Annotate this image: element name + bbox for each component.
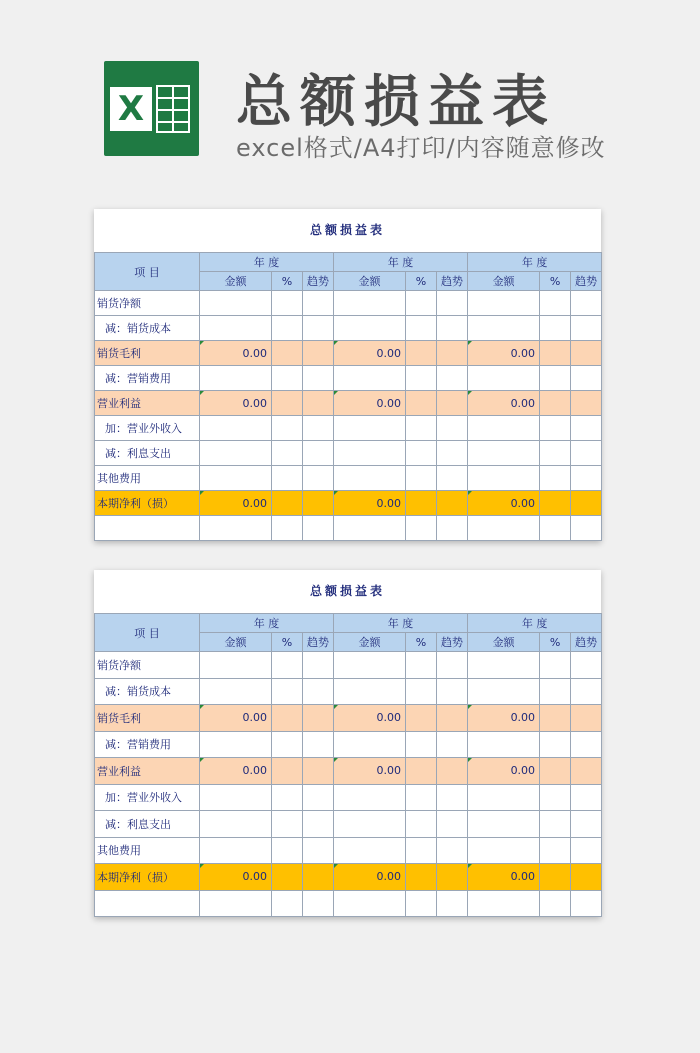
amount-cell[interactable]	[468, 652, 540, 679]
table-row	[95, 678, 602, 705]
percent-cell[interactable]	[540, 731, 571, 758]
amount-cell[interactable]	[468, 516, 540, 541]
cell-comment-marker	[334, 391, 338, 395]
trend-cell[interactable]	[571, 316, 602, 341]
percent-cell[interactable]	[406, 516, 437, 541]
cell-comment-marker	[334, 864, 338, 868]
row-label: 其他费用	[95, 837, 200, 864]
amount-cell[interactable]	[334, 391, 406, 416]
percent-cell[interactable]	[540, 366, 571, 391]
amount-cell[interactable]	[334, 837, 406, 864]
cell-comment-marker	[334, 758, 338, 762]
table-row	[95, 391, 602, 416]
row-label: 减：营销费用	[95, 366, 200, 391]
percent-cell[interactable]	[272, 784, 303, 811]
percent-cell[interactable]	[406, 341, 437, 366]
percent-cell[interactable]	[406, 678, 437, 705]
column-header-percent: %	[540, 633, 571, 652]
trend-cell[interactable]	[437, 416, 468, 441]
amount-cell[interactable]	[200, 758, 272, 785]
column-header-trend: 趋势	[571, 633, 602, 652]
trend-cell[interactable]	[437, 678, 468, 705]
row-label: 本期净利（损）	[95, 864, 200, 891]
table-row	[95, 366, 602, 391]
cell-comment-marker	[200, 341, 204, 345]
row-label: 营业利益	[95, 391, 200, 416]
amount-cell[interactable]	[200, 466, 272, 491]
table-row	[95, 731, 602, 758]
column-header-amount: 金额	[334, 633, 406, 652]
column-header-amount: 金额	[468, 272, 540, 291]
amount-cell[interactable]	[468, 416, 540, 441]
page-header	[0, 0, 700, 190]
amount-cell[interactable]	[200, 341, 272, 366]
table-row	[95, 341, 602, 366]
amount-value: 0.00	[510, 711, 536, 725]
column-header-year: 年 度	[334, 253, 468, 272]
amount-value: 0.00	[510, 396, 536, 410]
amount-cell[interactable]	[334, 731, 406, 758]
amount-value: 0.00	[510, 870, 536, 884]
column-header-trend: 趋势	[571, 272, 602, 291]
trend-cell[interactable]	[303, 516, 334, 541]
amount-cell[interactable]	[200, 811, 272, 838]
column-header-item: 项 目	[95, 614, 200, 652]
amount-value: 0.00	[376, 346, 402, 360]
trend-cell[interactable]	[571, 864, 602, 891]
trend-cell[interactable]	[437, 366, 468, 391]
cell-comment-marker	[468, 758, 472, 762]
percent-cell[interactable]	[272, 811, 303, 838]
trend-cell[interactable]	[437, 291, 468, 316]
trend-cell[interactable]	[571, 705, 602, 732]
trend-cell[interactable]	[571, 366, 602, 391]
column-header-trend: 趋势	[437, 633, 468, 652]
trend-cell[interactable]	[437, 758, 468, 785]
amount-cell[interactable]	[200, 441, 272, 466]
percent-cell[interactable]	[272, 316, 303, 341]
cell-comment-marker	[200, 705, 204, 709]
percent-cell[interactable]	[406, 491, 437, 516]
amount-cell[interactable]	[334, 366, 406, 391]
percent-cell[interactable]	[272, 890, 303, 917]
percent-cell[interactable]	[406, 758, 437, 785]
percent-cell[interactable]	[540, 441, 571, 466]
trend-cell[interactable]	[303, 341, 334, 366]
percent-cell[interactable]	[540, 837, 571, 864]
percent-cell[interactable]	[406, 316, 437, 341]
trend-cell[interactable]	[303, 316, 334, 341]
amount-cell[interactable]	[468, 678, 540, 705]
trend-cell[interactable]	[303, 705, 334, 732]
trend-cell[interactable]	[437, 705, 468, 732]
trend-cell[interactable]	[303, 366, 334, 391]
row-label: 加：营业外收入	[95, 784, 200, 811]
amount-cell[interactable]	[468, 784, 540, 811]
amount-cell[interactable]	[468, 837, 540, 864]
row-label: 其他费用	[95, 466, 200, 491]
table-row	[95, 516, 602, 541]
row-label: 营业利益	[95, 758, 200, 785]
excel-logo-letter: X	[110, 87, 152, 131]
column-header-year: 年 度	[468, 614, 602, 633]
amount-cell[interactable]	[468, 731, 540, 758]
table-row	[95, 491, 602, 516]
amount-cell[interactable]	[200, 416, 272, 441]
amount-value: 0.00	[510, 346, 536, 360]
table-row	[95, 416, 602, 441]
amount-cell[interactable]	[468, 864, 540, 891]
trend-cell[interactable]	[437, 391, 468, 416]
amount-value: 0.00	[376, 711, 402, 725]
row-label: 减：销货成本	[95, 678, 200, 705]
percent-cell[interactable]	[272, 366, 303, 391]
percent-cell[interactable]	[540, 516, 571, 541]
header-row	[95, 614, 602, 633]
percent-cell[interactable]	[540, 811, 571, 838]
row-label	[95, 516, 200, 541]
amount-cell[interactable]	[200, 291, 272, 316]
row-label	[95, 890, 200, 917]
percent-cell[interactable]	[540, 291, 571, 316]
percent-cell[interactable]	[540, 652, 571, 679]
cell-comment-marker	[468, 491, 472, 495]
column-header-year: 年 度	[468, 253, 602, 272]
percent-cell[interactable]	[540, 758, 571, 785]
cell-comment-marker	[468, 705, 472, 709]
trend-cell[interactable]	[571, 837, 602, 864]
amount-value: 0.00	[242, 496, 267, 510]
amount-value: 0.00	[376, 764, 402, 778]
row-label: 减：营销费用	[95, 731, 200, 758]
cell-comment-marker	[200, 391, 204, 395]
percent-cell[interactable]	[540, 341, 571, 366]
cell-comment-marker	[468, 864, 472, 868]
amount-cell[interactable]	[334, 864, 406, 891]
amount-cell[interactable]	[200, 491, 272, 516]
trend-cell[interactable]	[571, 758, 602, 785]
table-row	[95, 811, 602, 838]
percent-cell[interactable]	[272, 341, 303, 366]
percent-cell[interactable]	[272, 705, 303, 732]
column-header-percent: %	[406, 633, 437, 652]
percent-cell[interactable]	[272, 652, 303, 679]
amount-cell[interactable]	[334, 416, 406, 441]
percent-cell[interactable]	[406, 441, 437, 466]
percent-cell[interactable]	[272, 491, 303, 516]
amount-value: 0.00	[242, 711, 267, 725]
trend-cell[interactable]	[437, 341, 468, 366]
amount-cell[interactable]	[334, 652, 406, 679]
row-label: 加：营业外收入	[95, 416, 200, 441]
trend-cell[interactable]	[571, 731, 602, 758]
row-label: 销货净额	[95, 652, 200, 679]
amount-cell[interactable]	[468, 811, 540, 838]
column-header-year: 年 度	[200, 253, 334, 272]
column-header-amount: 金额	[334, 272, 406, 291]
percent-cell[interactable]	[406, 705, 437, 732]
percent-cell[interactable]	[540, 416, 571, 441]
trend-cell[interactable]	[303, 784, 334, 811]
percent-cell[interactable]	[272, 731, 303, 758]
amount-cell[interactable]	[468, 758, 540, 785]
amount-cell[interactable]	[334, 705, 406, 732]
percent-cell[interactable]	[540, 705, 571, 732]
amount-cell[interactable]	[468, 391, 540, 416]
percent-cell[interactable]	[406, 784, 437, 811]
trend-cell[interactable]	[437, 837, 468, 864]
amount-cell[interactable]	[468, 705, 540, 732]
trend-cell[interactable]	[303, 466, 334, 491]
table-row	[95, 291, 602, 316]
amount-cell[interactable]	[200, 864, 272, 891]
amount-cell[interactable]	[200, 837, 272, 864]
trend-cell[interactable]	[571, 441, 602, 466]
trend-cell[interactable]	[303, 890, 334, 917]
percent-cell[interactable]	[406, 466, 437, 491]
amount-value: 0.00	[242, 346, 267, 360]
table-row	[95, 466, 602, 491]
amount-cell[interactable]	[200, 391, 272, 416]
row-label: 销货毛利	[95, 341, 200, 366]
percent-cell[interactable]	[272, 837, 303, 864]
trend-cell[interactable]	[571, 784, 602, 811]
amount-cell[interactable]	[334, 441, 406, 466]
table-row	[95, 758, 602, 785]
trend-cell[interactable]	[437, 441, 468, 466]
column-header-trend: 趋势	[303, 272, 334, 291]
trend-cell[interactable]	[303, 491, 334, 516]
table-row	[95, 316, 602, 341]
amount-cell[interactable]	[334, 341, 406, 366]
percent-cell[interactable]	[540, 678, 571, 705]
percent-cell[interactable]	[540, 890, 571, 917]
amount-value: 0.00	[242, 396, 267, 410]
trend-cell[interactable]	[437, 784, 468, 811]
trend-cell[interactable]	[571, 652, 602, 679]
amount-cell[interactable]	[200, 316, 272, 341]
cell-comment-marker	[334, 341, 338, 345]
amount-cell[interactable]	[468, 441, 540, 466]
amount-cell[interactable]	[468, 366, 540, 391]
percent-cell[interactable]	[272, 416, 303, 441]
amount-value: 0.00	[376, 870, 402, 884]
table-row	[95, 864, 602, 891]
trend-cell[interactable]	[303, 811, 334, 838]
cell-comment-marker	[334, 491, 338, 495]
percent-cell[interactable]	[540, 864, 571, 891]
amount-value: 0.00	[376, 496, 402, 510]
column-header-amount: 金额	[200, 272, 272, 291]
cell-comment-marker	[334, 705, 338, 709]
amount-value: 0.00	[376, 396, 402, 410]
trend-cell[interactable]	[303, 864, 334, 891]
trend-cell[interactable]	[571, 890, 602, 917]
trend-cell[interactable]	[437, 864, 468, 891]
percent-cell[interactable]	[406, 652, 437, 679]
row-label: 减：利息支出	[95, 441, 200, 466]
percent-cell[interactable]	[406, 366, 437, 391]
percent-cell[interactable]	[272, 678, 303, 705]
amount-cell[interactable]	[334, 316, 406, 341]
amount-cell[interactable]	[468, 890, 540, 917]
trend-cell[interactable]	[437, 652, 468, 679]
table-row	[95, 652, 602, 679]
trend-cell[interactable]	[571, 491, 602, 516]
table-row	[95, 890, 602, 917]
column-header-amount: 金额	[200, 633, 272, 652]
income-statement-sheet	[94, 209, 601, 541]
amount-cell[interactable]	[468, 291, 540, 316]
cell-comment-marker	[200, 758, 204, 762]
amount-cell[interactable]	[334, 678, 406, 705]
income-statement-table	[94, 613, 602, 917]
amount-value: 0.00	[242, 764, 267, 778]
column-header-percent: %	[272, 633, 303, 652]
trend-cell[interactable]	[437, 466, 468, 491]
header-row	[95, 253, 602, 272]
percent-cell[interactable]	[540, 784, 571, 811]
trend-cell[interactable]	[571, 516, 602, 541]
column-header-trend: 趋势	[437, 272, 468, 291]
percent-cell[interactable]	[406, 811, 437, 838]
trend-cell[interactable]	[571, 291, 602, 316]
trend-cell[interactable]	[303, 837, 334, 864]
income-statement-table	[94, 252, 602, 541]
trend-cell[interactable]	[303, 416, 334, 441]
amount-cell[interactable]	[200, 366, 272, 391]
trend-cell[interactable]	[437, 316, 468, 341]
amount-cell[interactable]	[334, 784, 406, 811]
column-header-trend: 趋势	[303, 633, 334, 652]
percent-cell[interactable]	[272, 441, 303, 466]
percent-cell[interactable]	[406, 391, 437, 416]
percent-cell[interactable]	[406, 837, 437, 864]
trend-cell[interactable]	[437, 890, 468, 917]
amount-cell[interactable]	[200, 516, 272, 541]
trend-cell[interactable]	[437, 731, 468, 758]
trend-cell[interactable]	[303, 441, 334, 466]
percent-cell[interactable]	[272, 758, 303, 785]
cell-comment-marker	[200, 491, 204, 495]
amount-cell[interactable]	[334, 291, 406, 316]
page-title: 总额损益表	[236, 70, 556, 135]
trend-cell[interactable]	[303, 731, 334, 758]
amount-cell[interactable]	[468, 316, 540, 341]
percent-cell[interactable]	[272, 864, 303, 891]
excel-logo-icon	[104, 61, 199, 156]
amount-cell[interactable]	[200, 652, 272, 679]
percent-cell[interactable]	[406, 864, 437, 891]
trend-cell[interactable]	[303, 678, 334, 705]
percent-cell[interactable]	[272, 391, 303, 416]
trend-cell[interactable]	[303, 391, 334, 416]
table-row	[95, 441, 602, 466]
table-row	[95, 705, 602, 732]
row-label: 本期净利（损）	[95, 491, 200, 516]
page-subtitle: excel格式/A4打印/内容随意修改	[236, 134, 606, 162]
cell-comment-marker	[468, 341, 472, 345]
percent-cell[interactable]	[272, 516, 303, 541]
table-row	[95, 837, 602, 864]
trend-cell[interactable]	[571, 811, 602, 838]
column-header-year: 年 度	[200, 614, 334, 633]
row-label: 销货毛利	[95, 705, 200, 732]
amount-cell[interactable]	[468, 466, 540, 491]
amount-cell[interactable]	[334, 466, 406, 491]
row-label: 减：利息支出	[95, 811, 200, 838]
amount-cell[interactable]	[468, 491, 540, 516]
trend-cell[interactable]	[571, 678, 602, 705]
trend-cell[interactable]	[571, 416, 602, 441]
amount-cell[interactable]	[200, 784, 272, 811]
amount-cell[interactable]	[334, 890, 406, 917]
trend-cell[interactable]	[437, 811, 468, 838]
amount-value: 0.00	[242, 870, 267, 884]
percent-cell[interactable]	[406, 731, 437, 758]
excel-grid-icon	[156, 85, 190, 133]
trend-cell[interactable]	[571, 466, 602, 491]
trend-cell[interactable]	[303, 652, 334, 679]
trend-cell[interactable]	[437, 491, 468, 516]
table-row	[95, 784, 602, 811]
income-statement-sheet	[94, 570, 601, 917]
amount-cell[interactable]	[200, 731, 272, 758]
sheet-title: 总额损益表	[309, 584, 385, 598]
percent-cell[interactable]	[272, 291, 303, 316]
amount-cell[interactable]	[334, 811, 406, 838]
percent-cell[interactable]	[406, 291, 437, 316]
trend-cell[interactable]	[437, 516, 468, 541]
cell-comment-marker	[468, 391, 472, 395]
percent-cell[interactable]	[540, 491, 571, 516]
amount-cell[interactable]	[200, 705, 272, 732]
column-header-percent: %	[272, 272, 303, 291]
column-header-year: 年 度	[334, 614, 468, 633]
amount-cell[interactable]	[200, 678, 272, 705]
sheet-title: 总额损益表	[309, 223, 385, 237]
column-header-amount: 金额	[468, 633, 540, 652]
row-label: 减：销货成本	[95, 316, 200, 341]
percent-cell[interactable]	[540, 316, 571, 341]
amount-cell[interactable]	[200, 890, 272, 917]
cell-comment-marker	[200, 864, 204, 868]
amount-cell[interactable]	[334, 516, 406, 541]
percent-cell[interactable]	[540, 466, 571, 491]
percent-cell[interactable]	[272, 466, 303, 491]
percent-cell[interactable]	[540, 391, 571, 416]
amount-value: 0.00	[510, 496, 536, 510]
trend-cell[interactable]	[571, 341, 602, 366]
amount-cell[interactable]	[334, 758, 406, 785]
trend-cell[interactable]	[303, 291, 334, 316]
column-header-percent: %	[540, 272, 571, 291]
trend-cell[interactable]	[303, 758, 334, 785]
column-header-percent: %	[406, 272, 437, 291]
trend-cell[interactable]	[571, 391, 602, 416]
percent-cell[interactable]	[406, 890, 437, 917]
row-label: 销货净额	[95, 291, 200, 316]
amount-cell[interactable]	[334, 491, 406, 516]
percent-cell[interactable]	[406, 416, 437, 441]
amount-cell[interactable]	[468, 341, 540, 366]
column-header-item: 项 目	[95, 253, 200, 291]
amount-value: 0.00	[510, 764, 536, 778]
